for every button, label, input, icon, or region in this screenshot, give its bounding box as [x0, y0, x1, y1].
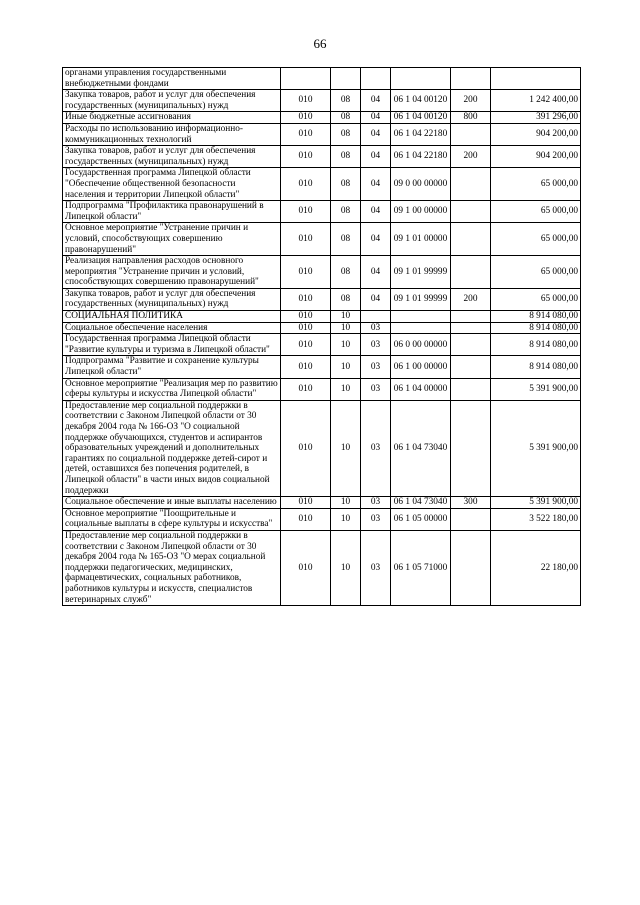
ministry-code: [281, 68, 331, 90]
target-article-code: [391, 311, 451, 323]
expense-type-code: [451, 123, 491, 145]
subsection-code: [361, 68, 391, 90]
table-row: [63, 311, 581, 323]
subsection-code: 04: [361, 288, 391, 310]
subsection-code: 04: [361, 90, 391, 112]
amount: 65 000,00: [491, 168, 581, 201]
amount: 8 914 080,00: [491, 356, 581, 378]
amount: 22 180,00: [491, 530, 581, 605]
expense-type-code: 200: [451, 90, 491, 112]
expense-type-code: [451, 400, 491, 496]
expense-type-code: [451, 530, 491, 605]
table-row: [63, 530, 581, 605]
row-name: Государственная программа Липецкой области "Обеспечение общественной безопасности населения и территории Липецкой области": [63, 168, 281, 201]
subsection-code: 04: [361, 201, 391, 223]
target-article-code: 09 0 00 00000: [391, 168, 451, 201]
subsection-code: 04: [361, 146, 391, 168]
row-name: Закупка товаров, работ и услуг для обеспечения государственных (муниципальных) нужд: [63, 288, 281, 310]
amount: 5 391 900,00: [491, 497, 581, 509]
section-code: 08: [331, 146, 361, 168]
section-code: 08: [331, 223, 361, 256]
expense-type-code: 200: [451, 288, 491, 310]
row-name: Основное мероприятие "Устранение причин и условий, способствующих совершению правонарушений": [63, 223, 281, 256]
expense-type-code: [451, 201, 491, 223]
ministry-code: 010: [281, 400, 331, 496]
table-row: [63, 256, 581, 289]
amount: 5 391 900,00: [491, 400, 581, 496]
expense-type-code: [451, 322, 491, 334]
ministry-code: 010: [281, 223, 331, 256]
table-row: [63, 400, 581, 496]
section-code: 10: [331, 497, 361, 509]
table-row: [63, 356, 581, 378]
ministry-code: 010: [281, 508, 331, 530]
target-article-code: 06 1 04 00120: [391, 90, 451, 112]
section-code: 10: [331, 530, 361, 605]
section-code: 10: [331, 311, 361, 323]
table-row: [63, 508, 581, 530]
target-article-code: 06 1 04 73040: [391, 497, 451, 509]
row-name: Основное мероприятие "Реализация мер по развитию сферы культуры и искусства Липецкой области": [63, 378, 281, 400]
subsection-code: 03: [361, 400, 391, 496]
ministry-code: 010: [281, 112, 331, 124]
table-row: [63, 168, 581, 201]
subsection-code: 04: [361, 112, 391, 124]
table-row: [63, 223, 581, 256]
budget-table: [62, 67, 581, 606]
row-name: Социальное обеспечение и иные выплаты населению: [63, 497, 281, 509]
subsection-code: 03: [361, 530, 391, 605]
amount: 65 000,00: [491, 256, 581, 289]
subsection-code: 03: [361, 334, 391, 356]
table-row: [63, 378, 581, 400]
table-row: [63, 112, 581, 124]
amount: 65 000,00: [491, 201, 581, 223]
row-name: Подпрограмма "Профилактика правонарушений в Липецкой области": [63, 201, 281, 223]
target-article-code: 06 1 04 73040: [391, 400, 451, 496]
ministry-code: 010: [281, 334, 331, 356]
target-article-code: 09 1 00 00000: [391, 201, 451, 223]
expense-type-code: [451, 378, 491, 400]
ministry-code: 010: [281, 90, 331, 112]
section-code: 08: [331, 90, 361, 112]
subsection-code: 04: [361, 223, 391, 256]
subsection-code: 03: [361, 378, 391, 400]
row-name: Основное мероприятие "Поощрительные и социальные выплаты в сфере культуры и искусства": [63, 508, 281, 530]
subsection-code: 03: [361, 356, 391, 378]
target-article-code: 06 1 04 22180: [391, 123, 451, 145]
target-article-code: 06 1 04 22180: [391, 146, 451, 168]
section-code: 08: [331, 168, 361, 201]
expense-type-code: 800: [451, 112, 491, 124]
row-name: Предоставление мер социальной поддержки в соответствии с Законом Липецкой области от 30 декабря 2004 года № 165-ОЗ "О мерах социальной поддержки педагогических, медицинских, фармацевтических, социальных работников, работников культуры и искусств, специалистов ветеринарных служб": [63, 530, 281, 605]
target-article-code: 09 1 01 00000: [391, 223, 451, 256]
row-name: органами управления государственными внебюджетными фондами: [63, 68, 281, 90]
table-row: [63, 68, 581, 90]
expense-type-code: [451, 168, 491, 201]
ministry-code: 010: [281, 288, 331, 310]
amount: 1 242 400,00: [491, 90, 581, 112]
subsection-code: 03: [361, 322, 391, 334]
section-code: 08: [331, 256, 361, 289]
amount: 8 914 080,00: [491, 311, 581, 323]
ministry-code: 010: [281, 256, 331, 289]
section-code: 08: [331, 288, 361, 310]
target-article-code: [391, 68, 451, 90]
expense-type-code: 200: [451, 146, 491, 168]
target-article-code: 06 1 05 71000: [391, 530, 451, 605]
row-name: СОЦИАЛЬНАЯ ПОЛИТИКА: [63, 311, 281, 323]
section-code: 10: [331, 508, 361, 530]
subsection-code: 04: [361, 256, 391, 289]
row-name: Подпрограмма "Развитие и сохранение культуры Липецкой области": [63, 356, 281, 378]
section-code: 10: [331, 322, 361, 334]
table-body: [63, 68, 581, 606]
section-code: 08: [331, 123, 361, 145]
row-name: Предоставление мер социальной поддержки в соответствии с Законом Липецкой области от 30 декабря 2004 года № 166-ОЗ "О социальной поддержке обучающихся, студентов и аспирантов образовательных учреждений и дополнительных гарантиях по социальной поддержке детей-сирот и детей, оставшихся без попечения родителей, в Липецкой области" в части иных видов социальной поддержки: [63, 400, 281, 496]
row-name: Закупка товаров, работ и услуг для обеспечения государственных (муниципальных) нужд: [63, 146, 281, 168]
row-name: Реализация направления расходов основного мероприятия "Устранение причин и условий, способствующих совершению правонарушений": [63, 256, 281, 289]
amount: 65 000,00: [491, 288, 581, 310]
row-name: Расходы по использованию информационно-коммуникационных технологий: [63, 123, 281, 145]
target-article-code: 06 0 00 00000: [391, 334, 451, 356]
ministry-code: 010: [281, 530, 331, 605]
ministry-code: 010: [281, 201, 331, 223]
row-name: Закупка товаров, работ и услуг для обеспечения государственных (муниципальных) нужд: [63, 90, 281, 112]
subsection-code: 03: [361, 508, 391, 530]
target-article-code: 06 1 04 00000: [391, 378, 451, 400]
section-code: 10: [331, 378, 361, 400]
amount: 8 914 080,00: [491, 322, 581, 334]
ministry-code: 010: [281, 168, 331, 201]
expense-type-code: [451, 334, 491, 356]
ministry-code: 010: [281, 356, 331, 378]
target-article-code: 09 1 01 99999: [391, 288, 451, 310]
subsection-code: 04: [361, 123, 391, 145]
subsection-code: 03: [361, 497, 391, 509]
section-code: 10: [331, 334, 361, 356]
row-name: Социальное обеспечение населения: [63, 322, 281, 334]
amount: 5 391 900,00: [491, 378, 581, 400]
expense-type-code: [451, 311, 491, 323]
amount: 3 522 180,00: [491, 508, 581, 530]
expense-type-code: [451, 256, 491, 289]
table-row: [63, 322, 581, 334]
ministry-code: 010: [281, 146, 331, 168]
amount: [491, 68, 581, 90]
ministry-code: 010: [281, 311, 331, 323]
section-code: 08: [331, 112, 361, 124]
table-row: [63, 288, 581, 310]
target-article-code: 06 1 04 00120: [391, 112, 451, 124]
expense-type-code: [451, 68, 491, 90]
section-code: 10: [331, 400, 361, 496]
ministry-code: 010: [281, 378, 331, 400]
table-row: [63, 146, 581, 168]
table-row: [63, 334, 581, 356]
subsection-code: 04: [361, 168, 391, 201]
target-article-code: [391, 322, 451, 334]
amount: 904 200,00: [491, 123, 581, 145]
expense-type-code: [451, 356, 491, 378]
ministry-code: 010: [281, 123, 331, 145]
expense-type-code: [451, 508, 491, 530]
amount: 65 000,00: [491, 223, 581, 256]
section-code: [331, 68, 361, 90]
table-row: [63, 90, 581, 112]
table-row: [63, 123, 581, 145]
target-article-code: 06 1 00 00000: [391, 356, 451, 378]
section-code: 10: [331, 356, 361, 378]
page-number: 66: [313, 36, 327, 51]
row-name: Иные бюджетные ассигнования: [63, 112, 281, 124]
row-name: Государственная программа Липецкой области "Развитие культуры и туризма в Липецкой области": [63, 334, 281, 356]
expense-type-code: [451, 223, 491, 256]
table-row: [63, 201, 581, 223]
section-code: 08: [331, 201, 361, 223]
target-article-code: 09 1 01 99999: [391, 256, 451, 289]
amount: 391 296,00: [491, 112, 581, 124]
ministry-code: 010: [281, 497, 331, 509]
ministry-code: 010: [281, 322, 331, 334]
subsection-code: [361, 311, 391, 323]
amount: 904 200,00: [491, 146, 581, 168]
amount: 8 914 080,00: [491, 334, 581, 356]
expense-type-code: 300: [451, 497, 491, 509]
table-row: [63, 497, 581, 509]
target-article-code: 06 1 05 00000: [391, 508, 451, 530]
